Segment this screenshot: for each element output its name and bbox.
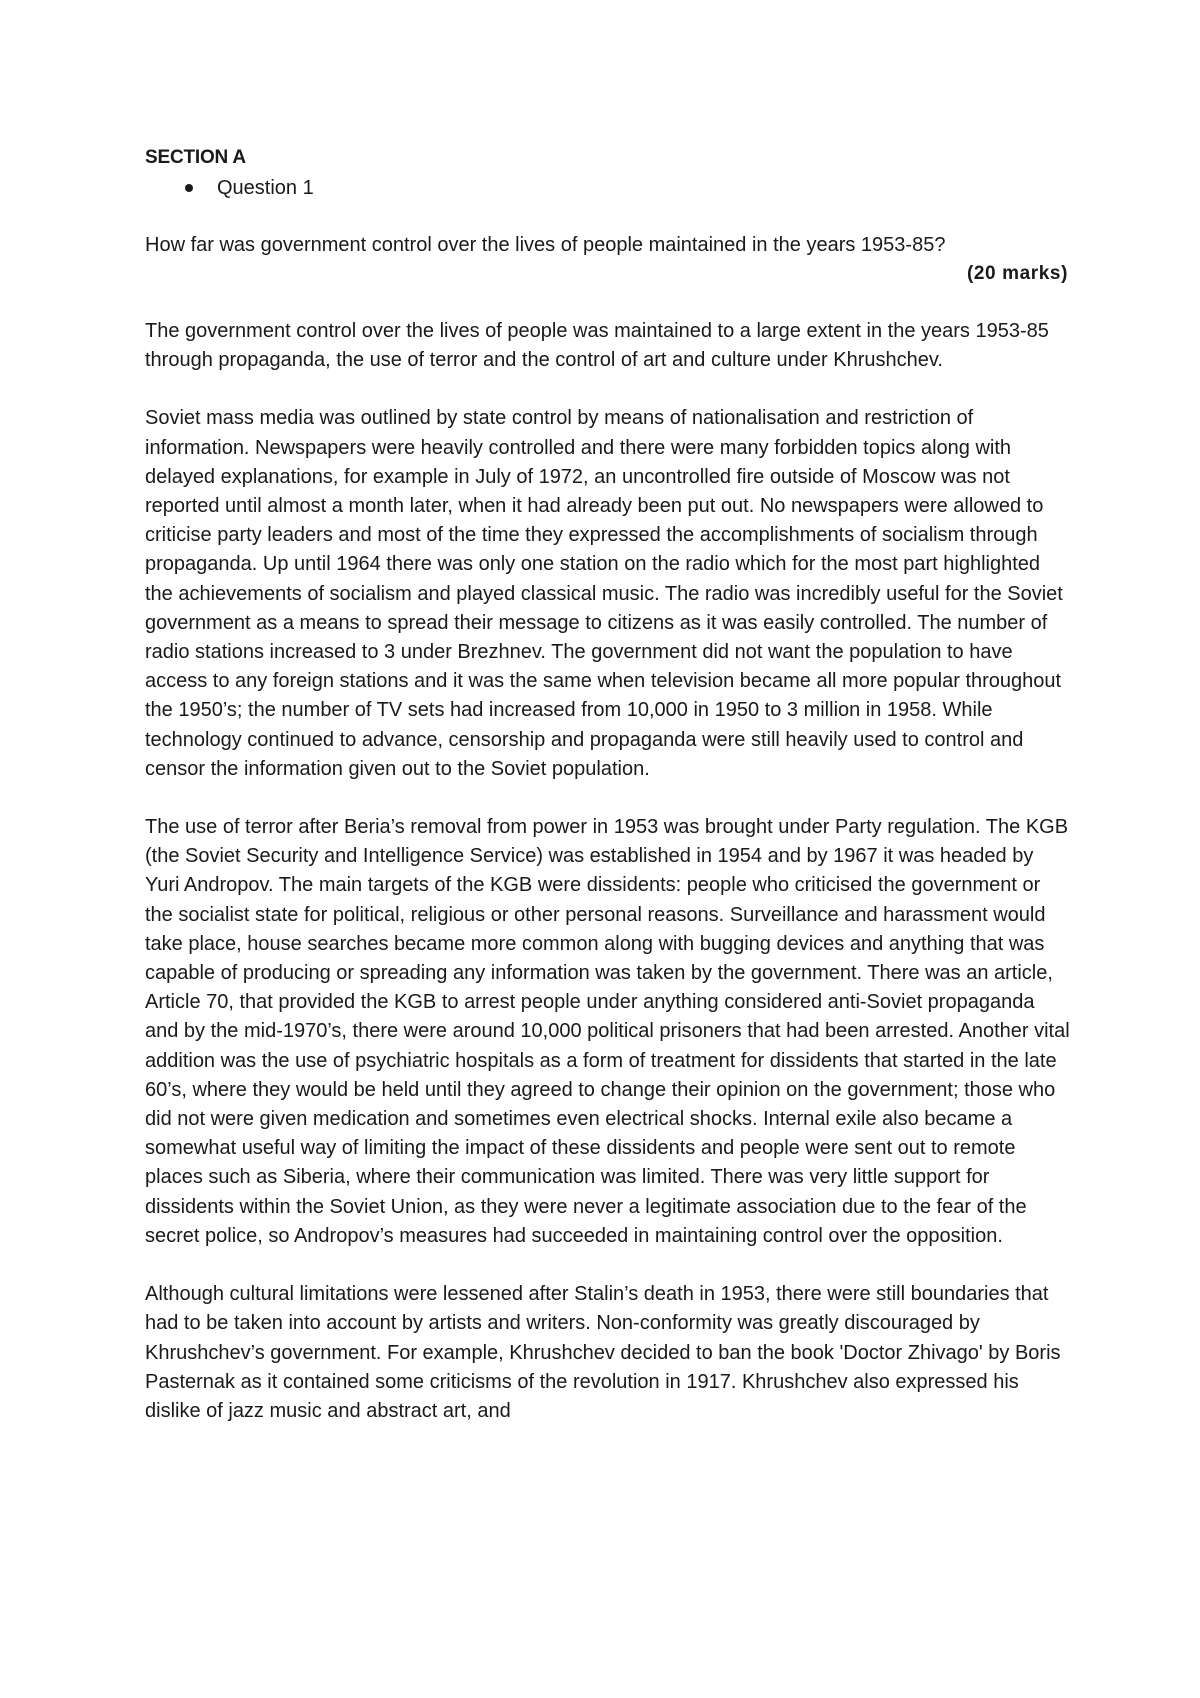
paragraph-intro: The government control over the lives of people was maintained to a large extent in the years 1953-85 through propaganda, the use of terror and the control of art and culture under Khrushchev. [145, 320, 1049, 372]
bullet-list-item [145, 175, 1070, 201]
bullet-icon [185, 184, 193, 192]
marks-label: (20 marks) [966, 263, 1068, 284]
document-page [145, 146, 1070, 1426]
bullet-item-label: Question 1 [217, 177, 314, 199]
question-text: How far was government control over the lives of people maintained in the years 1953-85? [145, 234, 946, 256]
paragraph-propaganda: Soviet mass media was outlined by state control by means of nationalisation and restriction of information. Newspapers were heavily controlled and there were many forbidden topics along with delayed explanations, for example in July of 1972, an uncontrolled fire outside of Moscow was not reported until almost a month later, when it had already been put out. No newspapers were allowed to criticise party leaders and most of the time they expressed the accomplishments of socialism through propaganda. Up until 1964 there was only one station on the radio which for the most part highlighted the achievements of socialism and played classical music. The radio was incredibly useful for the Soviet government as a means to spread their message to citizens as it was easily controlled. The number of radio stations increased to 3 under Brezhnev. The government did not want the population to have access to any foreign stations and it was the same when television became all more popular throughout the 1950’s; the number of TV sets had increased from 10,000 in 1950 to 3 million in 1958. While technology continued to advance, censorship and propaganda were still heavily used to control and censor the information given out to the Soviet population. [145, 407, 1063, 780]
paragraph-culture: Although cultural limitations were lessened after Stalin’s death in 1953, there were still boundaries that had to be taken into account by artists and writers. Non-conformity was greatly discouraged by Khrushchev’s government. For example, Khrushchev decided to ban the book 'Doctor Zhivago' by Boris Pasternak as it contained some criticisms of the revolution in 1917. Khrushchev also expressed his dislike of jazz music and abstract art, and [145, 1283, 1061, 1422]
paragraph-terror: The use of terror after Beria’s removal from power in 1953 was brought under Party regulation. The KGB (the Soviet Security and Intelligence Service) was established in 1954 and by 1967 it was headed by Yuri Andropov. The main targets of the KGB were dissidents: people who criticised the government or the socialist state for political, religious or other personal reasons. Surveillance and harassment would take place, house searches became more common along with bugging devices and anything that was capable of producing or spreading any information was taken by the government. There was an article, Article 70, that provided the KGB to arrest people under anything considered anti-Soviet propaganda and by the mid-1970’s, there were around 10,000 political prisoners that had been arrested. Another vital addition was the use of psychiatric hospitals as a form of treatment for dissidents that started in the late 60’s, where they would be held until they agreed to change their opinion on the government; those who did not were given medication and sometimes even electrical shocks. Internal exile also became a somewhat useful way of limiting the impact of these dissidents and people were sent out to remote places such as Siberia, where their communication was limited. There was very little support for dissidents within the Soviet Union, as they were never a legitimate association due to the fear of the secret police, so Andropov’s measures had succeeded in maintaining control over the opposition. [145, 816, 1070, 1247]
section-heading: SECTION A [145, 147, 246, 168]
